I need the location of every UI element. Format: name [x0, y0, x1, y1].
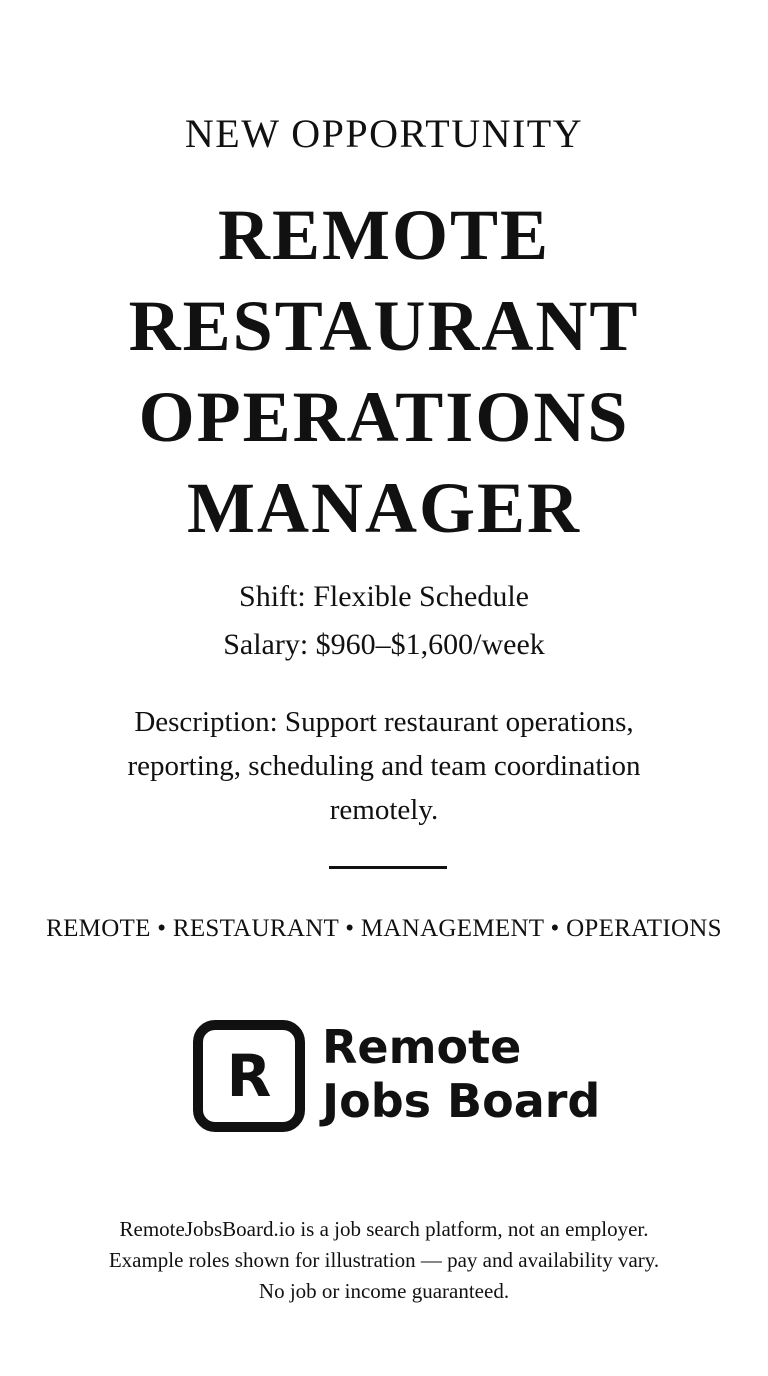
brand-logo-letter: R	[226, 1042, 272, 1110]
brand-name-line: Remote	[322, 1020, 522, 1074]
shift-info: Shift: Flexible Schedule	[239, 580, 529, 613]
salary-info: Salary: $960–$1,600/week	[223, 628, 545, 661]
job-title-line: REMOTE	[217, 195, 551, 275]
job-title-line: RESTAURANT	[128, 286, 640, 366]
disclaimer	[0, 1214, 768, 1307]
job-description: Description: Support restaurant operations, reporting, scheduling and team coordination remotely.	[127, 706, 641, 826]
job-title-line: MANAGER	[187, 468, 581, 548]
tag-line: REMOTE • RESTAURANT • MANAGEMENT • OPERATIONS	[46, 915, 722, 942]
job-title	[0, 190, 768, 554]
divider	[329, 866, 447, 869]
disclaimer-line: Example roles shown for illustration — pay and availability vary.	[108, 1248, 660, 1272]
job-title-line: OPERATIONS	[138, 377, 630, 457]
brand-logo-icon	[193, 1020, 305, 1132]
disclaimer-line: RemoteJobsBoard.io is a job search platform, not an employer.	[119, 1217, 649, 1241]
brand-name	[322, 1020, 600, 1128]
brand-name-line: Jobs Board	[322, 1074, 601, 1128]
disclaimer-line: No job or income guaranteed.	[258, 1279, 510, 1303]
eyebrow-heading: NEW OPPORTUNITY	[184, 111, 584, 156]
